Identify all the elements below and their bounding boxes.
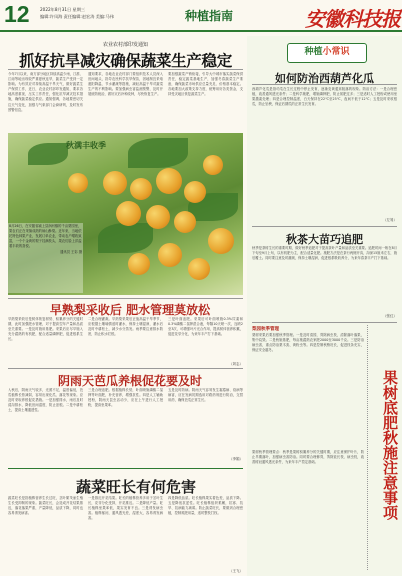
divider — [8, 368, 243, 369]
lead-col3: 要加强蔬菜产销衔接，引导大中城市落实蔬菜保供责任，稳定蔬菜基地生产，加强冬春蔬菜生产准备，确保蔬菜市场供应总量充足、价格基本稳定。各地要加大政策支持力度，统筹用好各类资金，支持受灾地区恢复蔬菜生产。 — [168, 72, 243, 97]
veg-col2: 一是推迟开花结果。旺长的植株营养多用于茎叶生长，花芽分化受抑，开花推迟。二是降低产量。旺长植株坐果率低，果实发育不良。三是诱发病虫害。植株郁闭，通风透光差，湿度大，容易诱发病害。 — [88, 496, 163, 521]
editor-line: 编辑:许凤海 责任编辑:赵宏涛 美编:马伟 — [40, 14, 114, 19]
zucchini-headline: 如何防治西葫芦化瓜 — [275, 72, 374, 85]
newspaper-logo: 安徽科技报 — [305, 7, 400, 31]
veg-author: （王飞） — [229, 569, 243, 573]
gourd-col3: 五是及时防病。阴雨天气容易发生霜霉病、疫病等病害，应在发病初期选用对路药剂进行防治，交替用药，确保芭瓜正常生长。 — [168, 388, 243, 403]
zucchini-author: （左易） — [383, 218, 397, 222]
pear-orchard-title: 梨园秋季管理 — [252, 327, 279, 332]
pear-orchard-body: 梨园秋季管理 梨树采果后要加强秋季管理。一是及时清园，剪除病虫枝，清除落叶落果，集中烧毁。二是秋施基肥，每亩施腐熟农家肥2000至3000千克。三是防治病虫害，重点防治梨木虱、黄粉虫等。四是控制秋梢旺长，促进枝条充实，保证安全越冬。 — [252, 327, 364, 353]
section-title: 种植指南 — [185, 9, 234, 23]
divider — [367, 325, 368, 570]
lead-col1: 今年7月以来，南方部分地区持续高温少雨，江淮、江南等地出现较严重夏秋连旱，蔬菜生产受到一定影响。为有效应对持续高温干旱天气，做好蔬菜生产保供工作，近日，农业农村部印发通知，要求各地高度重视，压实工作责任，强化抗旱减灾技术措施，确保蔬菜稳定供应。通知强调，各地要密切关注天气变化，加强与气象部门会商研判，及时发布预警信息。 — [8, 72, 83, 112]
photo-credit: 通讯员 王彩 摄 — [60, 250, 82, 254]
veg-headline: 蔬菜旺长有何危害 — [76, 478, 197, 496]
pear-col3: 三是叶面追肥。采果后可叶面喷施0.3%尿素和0.3%磷酸二氢钾混合液，每隔10天喷一次，连喷2至3次，可增强叶片光合作用，提高树体营养积累，促进花芽分化，为来年丰产打下基础。 — [168, 317, 243, 337]
photo-caption: 8月26日，在安徽省颍上县润河镇的千亩梨园里，果农们正在采摘成熟的砀山酥梨。近年来，当地依托特色林果产业，发展订单农业，带动农户增收致富，一个个金黄的梨子挂满枝头，果农们脸上洋溢着丰收的喜悦。 通讯员 王彩 摄 — [8, 223, 83, 293]
page-header — [0, 0, 402, 32]
lead-col2: 通知要求，各地农业农村部门要组织技术人员深入田间地头，指导农民科学抗旱保苗，因地制宜采取遮阳降温、节水灌溉等措施，减轻高温干旱对蔬菜生产的不利影响。要加强病虫害监测预警，及时开展统防统治，做好灾后补种改种，尽快恢复生产。 — [88, 72, 163, 97]
divider — [252, 226, 397, 227]
header-meta — [40, 6, 114, 20]
badge-prefix: 种植 — [304, 47, 323, 57]
divider — [252, 322, 397, 323]
photo-title: 秋满丰收季 — [66, 140, 106, 150]
pear-col2: 二是合理灌溉。早熟梨采果后正值高温干旱季节，应根据土壤墒情适时灌水，保持土壤湿润，灌水后及时中耕松土，减少水分蒸发。雨季要注意排水防涝，防止积水烂根。 — [88, 317, 163, 337]
pear-headline: 早熟梨采收后 肥水管理莫放松 — [49, 303, 211, 317]
divider — [8, 298, 243, 299]
lead-kicker: 农业农村部印发通知 — [102, 42, 148, 48]
pear-col1: 早熟梨采收后是树体恢复树势、积累养分的关键时期，此时加强肥水管理，对于提高翌年产量和品质至关重要。一是及时施用基肥。采果后应尽早施入充分腐熟的有机肥，配合适量磷钾肥，促进根系生长。 — [8, 317, 83, 342]
gourd-author: （李娟） — [229, 457, 243, 461]
orchard-care-body: 果树秋季管理要点：秋季是果树积累养分的关键时期，应注意保护叶片，防止早期落叶，加强病虫害防治。同时要合理修剪，剪除徒长枝、病虫枝，改善树冠通风透光条件，为来年丰产奠定基础。 — [252, 450, 364, 465]
section-badge — [287, 43, 367, 63]
badge-main: 小常识 — [322, 47, 350, 57]
pear-author: （刘志） — [229, 362, 243, 366]
issue-date: 2022年8月31日 星期三 — [40, 7, 86, 12]
divider — [8, 69, 243, 70]
gourd-col1: 入秋后，阴雨天气较多，光照不足，温度偏低，芭瓜植株长势减弱，容易出现化瓜、落花等现象。应及时采取养根促花措施。一是加强排水，雨后及时清沟排水，降低田间湿度，防止沤根。二是中耕松土，提高土壤通透性。 — [8, 388, 83, 413]
lead-headline: 抓好抗旱减灾确保蔬菜生产稳定 — [19, 51, 232, 70]
gourd-col2: 三是合理追肥。根据植株长势，叶面喷施磷酸二氢钾等叶面肥，补充营养，增强抗性。四是人工辅助授粉，阴雨天昆虫活动少，应在上午进行人工授粉，提高坐果率。 — [88, 388, 163, 408]
divider — [252, 84, 397, 85]
divider — [8, 468, 243, 469]
zucchini-body: 西葫芦化瓜是指幼瓜在生长过程中停止发育，逐渐变黄萎蔫脱落的现象。防治方法：一是合理密植，改善通风透光条件；二是科学施肥，增施磷钾肥，防止氮肥过多；三是适时人工授粉或使用坐果激素处理；四是合理控制温度，白天保持在22℃至25℃，夜间不低于12℃；五是及时采收根瓜，防止坠秧，保证后期瓜的正常生长发育。 — [252, 87, 397, 107]
veg-col1: 蔬菜旺长是指植株营养生长过旺，茎叶繁茂而生殖生长受抑制的现象。蔬菜旺长，会造成开花结果推迟，落花落果严重，产量降低，品质下降，同时也容易诱发病害。 — [8, 496, 83, 516]
page-number: 12 — [4, 1, 30, 27]
tea-headline: 秋茶大苗巧追肥 — [286, 233, 363, 246]
veg-col3: 四是降低品质。旺长植株果实着色差，品质下降。五是降低抗逆性。旺长植株组织柔嫩，抗寒、抗旱、抗病能力减弱。防止蔬菜旺长，要做到合理密植，控制氮肥用量，适时整枝打杈。 — [168, 496, 243, 516]
tea-author: （张红） — [383, 314, 397, 318]
tea-body: 秋季是茶树生长的重要时期，做好秋季追肥对于提高茶叶产量和品质至关重要。追肥时间一般在8月下旬至9月上旬，以有机肥为主，配合适量化肥。施肥方法是在茶行两侧开沟，沟深15厘米左右，施后覆土。同时要注意及时灌溉，保持土壤湿润，促进根系吸收养分，为来年春茶丰产打下基础。 — [252, 246, 397, 261]
gourd-headline: 阴雨天芭瓜养根促花要及时 — [57, 374, 202, 388]
fertilizer-vertical-headline: 果树底肥秋施注意事项 — [381, 370, 399, 520]
